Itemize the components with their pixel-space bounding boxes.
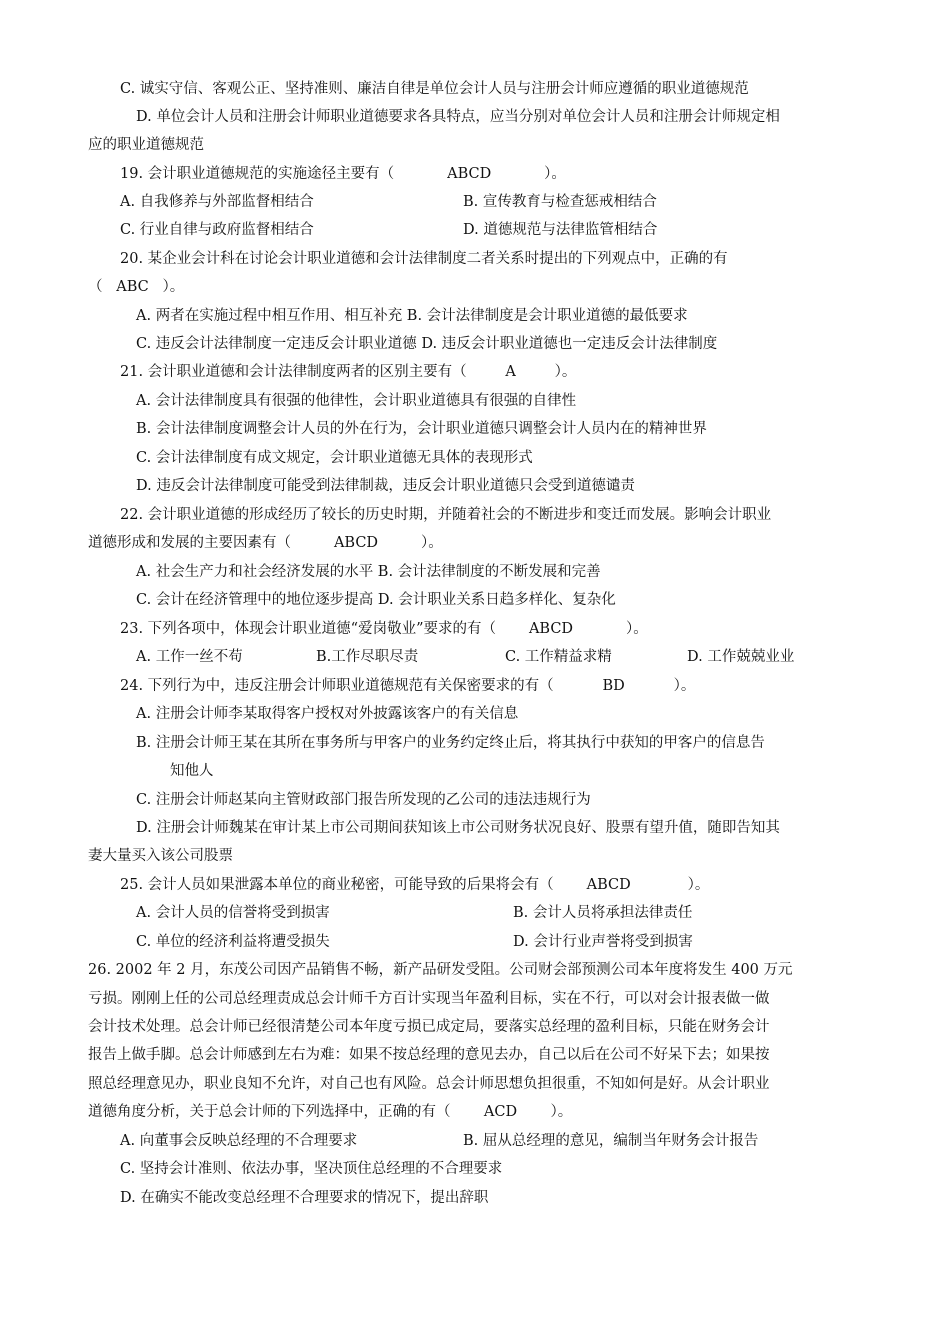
q21-option-c: C. 会计法律制度有成文规定，会计职业道德无具体的表现形式 [136, 450, 533, 466]
q19-stem [120, 164, 566, 184]
q24-option-c: C. 注册会计师赵某向主管财政部门报告所发现的乙公司的违法违规行为 [136, 792, 591, 808]
q19-stem-end: ）。 [544, 166, 566, 182]
q21-stem [120, 362, 576, 382]
q23-answer: ABCD [528, 621, 574, 637]
q26-paragraph-line-5: 照总经理意见办，职业良知不允许，对自己也有风险。总会计师思想负担很重，不知如何是好。从会计职业 [88, 1076, 770, 1092]
q20-stem-end: ）。 [162, 279, 185, 295]
q26-option-a: A. 向董事会反映总经理的不合理要求 [120, 1133, 358, 1149]
q20-open: （ [88, 279, 103, 295]
q25-stem [120, 875, 709, 895]
q23-stem [120, 619, 648, 639]
q26-answer: ACD [483, 1104, 518, 1120]
q19-option-c: C. 行业自律与政府监督相结合 [120, 222, 314, 238]
q26-paragraph-line-2: 亏损。刚刚上任的公司总经理责成总会计师千方百计实现当年盈利目标，实在不行，可以对会计报表做一做 [88, 991, 770, 1007]
q24-stem-text: 24. 下列行为中，违反注册会计师职业道德规范有关保密要求的有（ [120, 678, 554, 694]
q23-option-b: B.工作尽职尽责 [316, 649, 419, 665]
q26-stem-text: 道德角度分析，关于总会计师的下列选择中，正确的有（ [88, 1104, 451, 1120]
q22-options-cd: C. 会计在经济管理中的地位逐步提高 D. 会计职业关系日趋多样化、复杂化 [136, 592, 616, 608]
q26-paragraph-line-6 [88, 1102, 572, 1122]
q22-answer: ABCD [333, 535, 379, 551]
q18-option-d-continued: 应的职业道德规范 [88, 137, 204, 153]
q25-stem-text: 25. 会计人员如果泄露本单位的商业秘密，可能导致的后果将会有（ [120, 877, 554, 893]
q18-option-d: D. 单位会计人员和注册会计师职业道德要求各具特点，应当分别对单位会计人员和注册会计师规定相 [136, 109, 780, 125]
q26-option-b: B. 屈从总经理的意见，编制当年财务会计报告 [463, 1133, 759, 1149]
q23-option-d: D. 工作兢兢业业 [687, 649, 795, 665]
q21-stem-end: ）。 [554, 364, 577, 380]
q26-paragraph-line-1: 26. 2002 年 2 月，东茂公司因产品销售不畅，新产品研发受阻。公司财会部预测公司本年度将发生 400 万元 [88, 962, 793, 978]
q26-option-c: C. 坚持会计准则、依法办事，坚决顶住总经理的不合理要求 [120, 1161, 503, 1177]
q24-answer: BD [602, 678, 625, 694]
q25-answer: ABCD [586, 877, 631, 893]
q26-paragraph-line-4: 报告上做手脚。总会计师感到左右为难：如果不按总经理的意见去办，自己以后在公司不好呆下去；如果按 [88, 1047, 770, 1063]
q24-option-b-continued: 知他人 [170, 763, 214, 779]
q25-option-d: D. 会计行业声誉将受到损害 [513, 934, 693, 950]
q24-option-b: B. 注册会计师王某在其所在事务所与甲客户的业务约定终止后，将其执行中获知的甲客户的信息告 [136, 735, 765, 751]
q26-stem-end: ）。 [550, 1104, 573, 1120]
q21-stem-text: 21. 会计职业道德和会计法律制度两者的区别主要有（ [120, 364, 467, 380]
q23-option-a: A. 工作一丝不苟 [136, 649, 243, 665]
q26-paragraph-line-3: 会计技术处理。总会计师已经很清楚公司本年度亏损已成定局，要落实总经理的盈利目标，只能在财务会计 [88, 1019, 770, 1035]
q22-stem-continued [88, 533, 443, 553]
q24-option-d-continued: 妻大量买入该公司股票 [88, 848, 233, 864]
q23-stem-end: ）。 [626, 621, 648, 637]
q19-option-a: A. 自我修养与外部监督相结合 [120, 194, 314, 210]
q19-option-d: D. 道德规范与法律监管相结合 [463, 222, 658, 238]
q21-option-a: A. 会计法律制度具有很强的他律性，会计职业道德具有很强的自律性 [136, 393, 577, 409]
q26-option-d: D. 在确实不能改变总经理不合理要求的情况下，提出辞职 [120, 1190, 489, 1206]
q25-stem-end: ）。 [687, 877, 710, 893]
q22-stem-end: ）。 [421, 535, 443, 551]
q23-stem-text: 23. 下列各项中，体现会计职业道德“爱岗敬业”要求的有（ [120, 621, 496, 637]
q20-stem: 20. 某企业会计科在讨论会计职业道德和会计法律制度二者关系时提出的下列观点中，正确的有 [120, 251, 728, 267]
q20-options-cd: C. 违反会计法律制度一定违反会计职业道德 D. 违反会计职业道德也一定违反会计法律制度 [136, 336, 718, 352]
q25-option-a: A. 会计人员的信誉将受到损害 [136, 905, 330, 921]
q24-stem [120, 676, 695, 696]
q18-option-c: C. 诚实守信、客观公正、坚持准则、廉洁自律是单位会计人员与注册会计师应遵循的职业道德规范 [120, 81, 749, 97]
q22-options-ab: A. 社会生产力和社会经济发展的水平 B. 会计法律制度的不断发展和完善 [136, 564, 601, 580]
q20-options-ab: A. 两者在实施过程中相互作用、相互补充 B. 会计法律制度是会计职业道德的最低要求 [136, 308, 688, 324]
q19-option-b: B. 宣传教育与检查惩戒相结合 [463, 194, 657, 210]
q19-answer: ABCD [447, 166, 492, 182]
q20-answer: ABC [116, 279, 149, 295]
q25-option-b: B. 会计人员将承担法律责任 [513, 905, 693, 921]
q22-stem: 22. 会计职业道德的形成经历了较长的历史时期，并随着社会的不断进步和变迁而发展。影响会计职业 [120, 507, 772, 523]
q21-answer: A [505, 364, 516, 380]
q19-stem-text: 19. 会计职业道德规范的实施途径主要有（ [120, 166, 395, 182]
q23-option-c: C. 工作精益求精 [505, 649, 612, 665]
q22-stem2-text: 道德形成和发展的主要因素有（ [88, 535, 291, 551]
q20-stem-continued [88, 277, 184, 297]
q25-option-c: C. 单位的经济利益将遭受损失 [136, 934, 330, 950]
q24-option-a: A. 注册会计师李某取得客户授权对外披露该客户的有关信息 [136, 706, 519, 722]
q24-stem-end: ）。 [673, 678, 696, 694]
q21-option-d: D. 违反会计法律制度可能受到法律制裁，违反会计职业道德只会受到道德谴责 [136, 478, 635, 494]
q24-option-d: D. 注册会计师魏某在审计某上市公司期间获知该上市公司财务状况良好、股票有望升值，随即告知其 [136, 820, 780, 836]
q21-option-b: B. 会计法律制度调整会计人员的外在行为，会计职业道德只调整会计人员内在的精神世界 [136, 421, 707, 437]
